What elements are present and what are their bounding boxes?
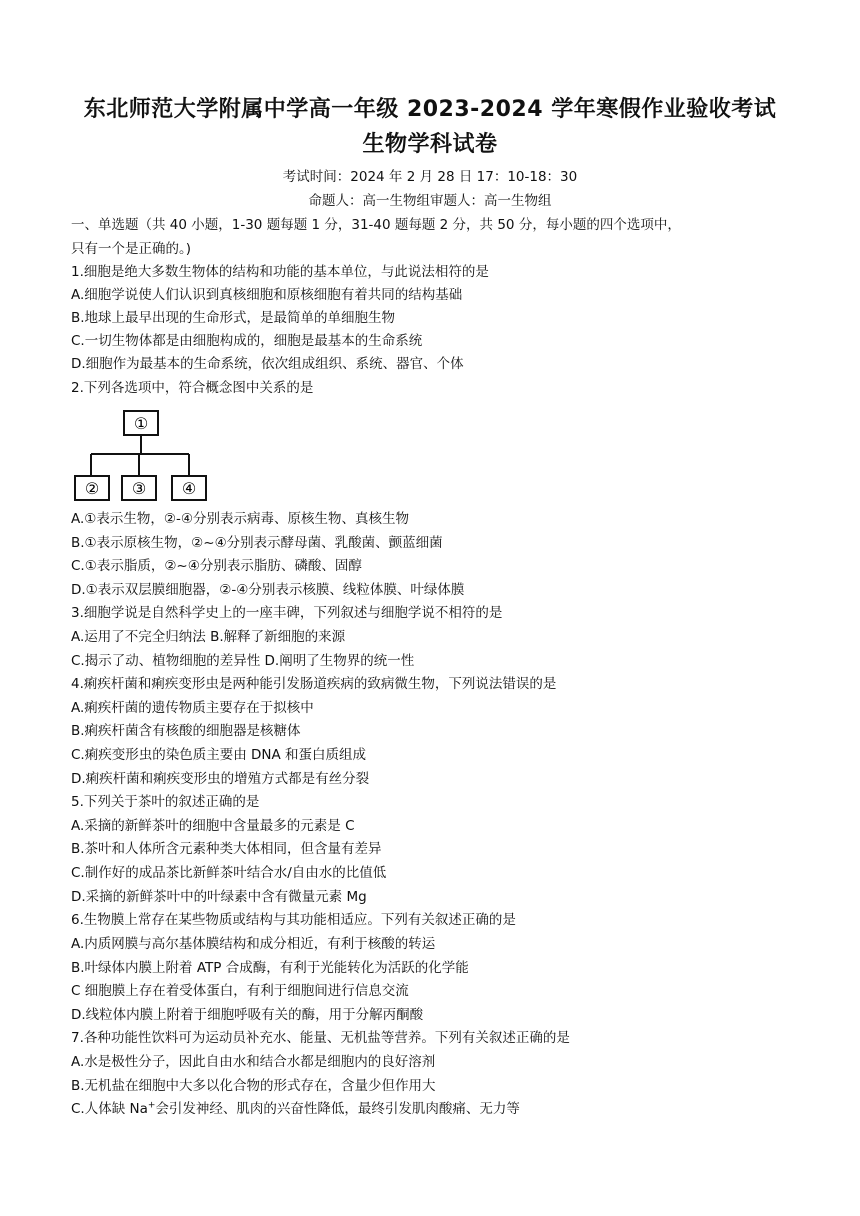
diagram-node-child: ③	[131, 479, 147, 498]
question-option: C.揭示了动、植物细胞的差异性 D.阐明了生物界的统一性	[71, 653, 415, 669]
question-option: B.地球上最早出现的生命形式，是最简单的单细胞生物	[71, 310, 396, 326]
diagram-node-child: ④	[181, 479, 197, 498]
concept-diagram	[72, 408, 212, 504]
exam-authors: 命题人：高一生物组审题人：高一生物组	[308, 193, 552, 209]
question-option: B.茶叶和人体所含元素种类大体相同，但含量有差异	[71, 841, 382, 857]
question-stem: 7.各种功能性饮料可为运动员补充水、能量、无机盐等营养。下列有关叙述正确的是	[71, 1030, 570, 1046]
question-option: A.痢疾杆菌的遗传物质主要存在于拟核中	[71, 700, 314, 716]
question-option: A.采摘的新鲜茶叶的细胞中含量最多的元素是 C	[71, 818, 355, 834]
option-text: C.人体缺 Na	[71, 1101, 148, 1117]
superscript: +	[147, 1100, 156, 1111]
question-stem: 4.痢疾杆菌和痢疾变形虫是两种能引发肠道疾病的致病微生物，下列说法错误的是	[71, 676, 557, 692]
question-option: B.无机盐在细胞中大多以化合物的形式存在，含量少但作用大	[71, 1078, 436, 1094]
question-option: A.水是极性分子，因此自由水和结合水都是细胞内的良好溶剂	[71, 1054, 436, 1070]
question-option: A.细胞学说使人们认识到真核细胞和原核细胞有着共同的结构基础	[71, 287, 463, 303]
question-stem: 6.生物膜上常存在某些物质或结构与其功能相适应。下列有关叙述正确的是	[71, 912, 516, 928]
question-option: C.①表示脂质，②~④分别表示脂肪、磷酸、固醇	[71, 558, 362, 574]
diagram-node-child: ②	[84, 479, 100, 498]
question-option: D.线粒体内膜上附着于细胞呼吸有关的酶，用于分解丙酮酸	[71, 1007, 424, 1023]
question-option: C.制作好的成品茶比新鲜茶叶结合水/自由水的比值低	[71, 865, 387, 881]
question-stem: 3.细胞学说是自然科学史上的一座丰碑，下列叙述与细胞学说不相符的是	[71, 605, 503, 621]
question-stem: 2.下列各选项中，符合概念图中关系的是	[71, 380, 314, 396]
exam-title: 东北师范大学附属中学高一年级 2023-2024 学年寒假作业验收考试	[83, 97, 777, 122]
question-option: D.①表示双层膜细胞器，②-④分别表示核膜、线粒体膜、叶绿体膜	[71, 582, 465, 598]
section-intro-line1: 一、单选题（共 40 小题，1-30 题每题 1 分，31-40 题每题 2 分，共 50 分，每小题的四个选项中，	[71, 217, 681, 233]
section-intro-line2: 只有一个是正确的。)	[71, 241, 192, 257]
question-stem: 5.下列关于茶叶的叙述正确的是	[71, 794, 260, 810]
question-option: D.痢疾杆菌和痢疾变形虫的增殖方式都是有丝分裂	[71, 771, 370, 787]
question-option: D.采摘的新鲜茶叶中的叶绿素中含有微量元素 Mg	[71, 889, 367, 905]
question-option: A.①表示生物，②-④分别表示病毒、原核生物、真核生物	[71, 511, 409, 527]
diagram-node-top: ①	[133, 414, 149, 433]
question-option: C.一切生物体都是由细胞构成的，细胞是最基本的生命系统	[71, 333, 423, 349]
exam-time: 考试时间：2024 年 2 月 28 日 17：10-18：30	[282, 169, 578, 185]
question-option: B.痢疾杆菌含有核酸的细胞器是核糖体	[71, 723, 301, 739]
option-text: 会引发神经、肌肉的兴奋性降低，最终引发肌肉酸痛、无力等	[155, 1101, 520, 1117]
exam-subtitle: 生物学科试卷	[362, 132, 498, 157]
question-option: A.内质网膜与高尔基体膜结构和成分相近，有利于核酸的转运	[71, 936, 436, 952]
question-option: B.①表示原核生物，②~④分别表示酵母菌、乳酸菌、颤蓝细菌	[71, 535, 443, 551]
question-stem: 1.细胞是绝大多数生物体的结构和功能的基本单位，与此说法相符的是	[71, 264, 489, 280]
question-option: D.细胞作为最基本的生命系统，依次组成组织、系统、器官、个体	[71, 356, 464, 372]
question-option: C.痢疾变形虫的染色质主要由 DNA 和蛋白质组成	[71, 747, 367, 763]
question-option: B.叶绿体内膜上附着 ATP 合成酶，有利于光能转化为活跃的化学能	[71, 960, 469, 976]
question-option: C 细胞膜上存在着受体蛋白，有利于细胞间进行信息交流	[71, 983, 409, 999]
question-option	[71, 1099, 791, 1119]
question-option: A.运用了不完全归纳法 B.解释了新细胞的来源	[71, 629, 346, 645]
